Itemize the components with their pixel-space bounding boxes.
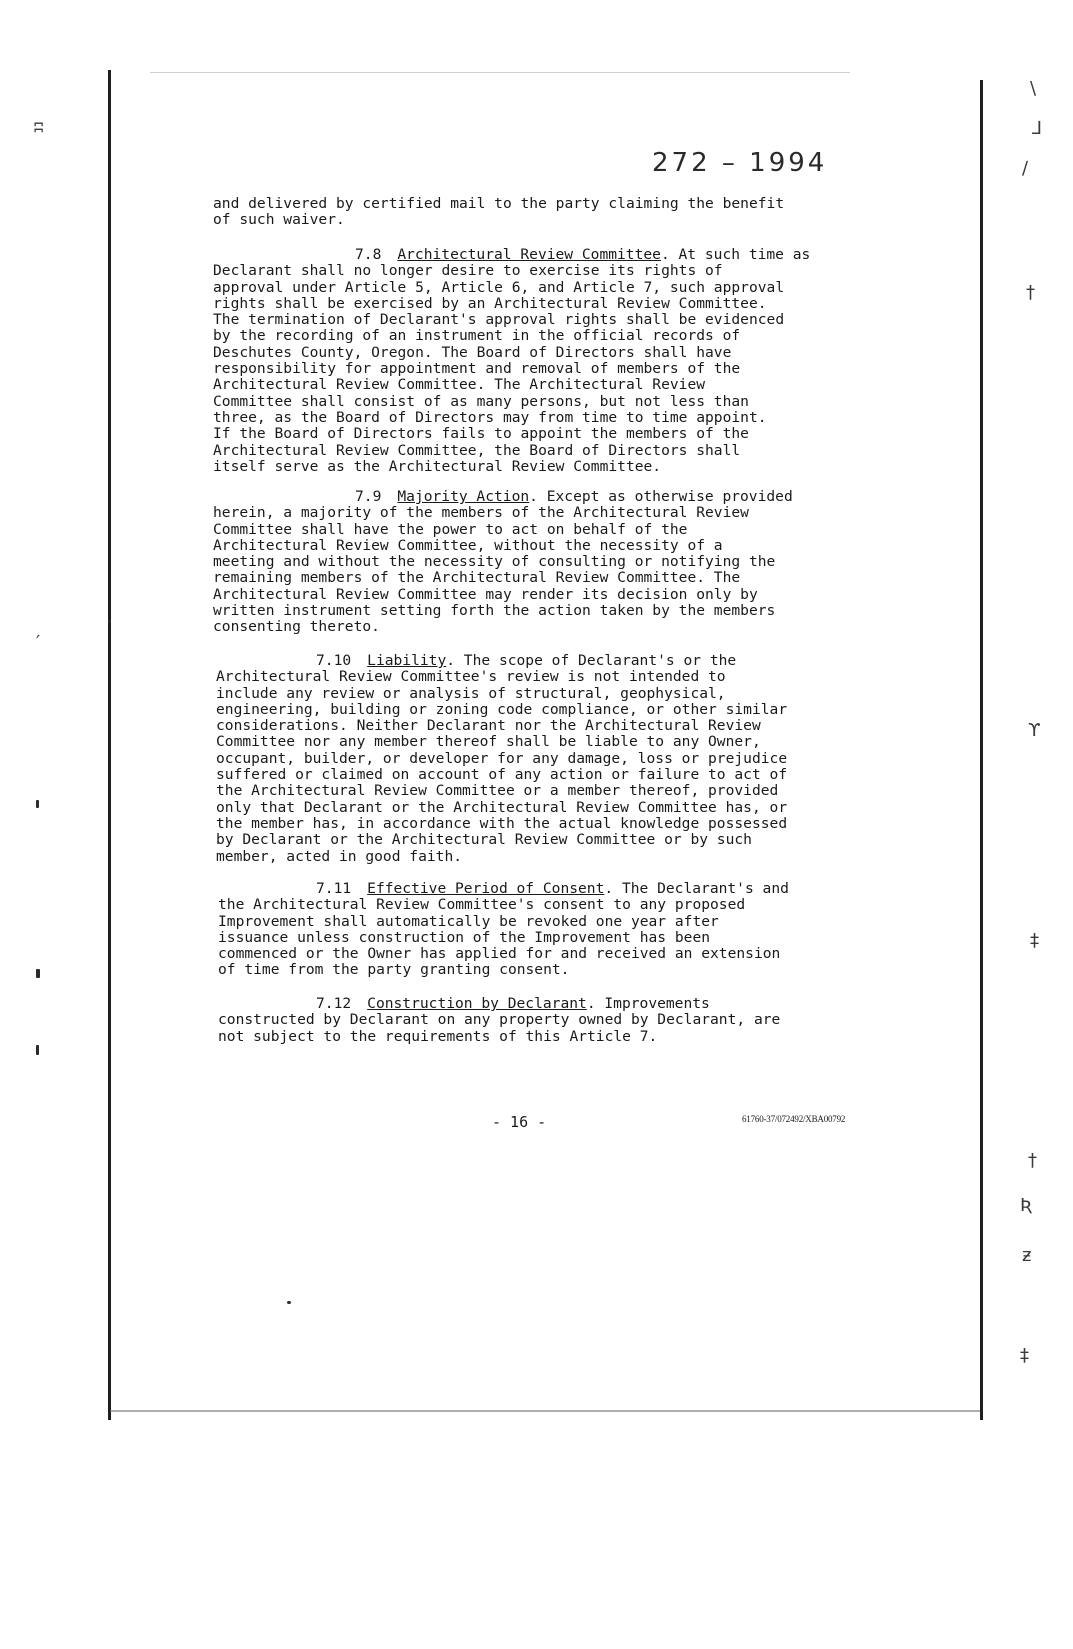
scan-border-left — [108, 70, 111, 1420]
scan-speck — [108, 620, 111, 623]
section-heading: Construction by Declarant — [367, 995, 587, 1012]
section-heading: Architectural Review Committee — [397, 246, 661, 263]
scan-speck — [36, 969, 40, 978]
section-body: . Improvements constructed by Declarant on any property owned by Declarant, are not subject to the requirements of this Article 7. — [218, 995, 781, 1045]
section-7-11 — [218, 881, 858, 979]
scan-artifact: ′ — [36, 632, 41, 653]
section-7-10 — [216, 653, 856, 865]
scan-speck — [36, 800, 39, 808]
scan-artifact: \ — [1030, 78, 1037, 99]
scan-artifact: ‡ — [1030, 930, 1039, 951]
scan-speck — [287, 1301, 291, 1304]
section-number: 7.8 — [355, 246, 382, 263]
section-number: 7.12 — [316, 995, 352, 1012]
scan-border-right — [980, 80, 983, 1420]
recording-stamp: 272 – 1994 — [652, 148, 828, 178]
scan-artifact: † — [1026, 282, 1035, 303]
scan-artifact: ∕ — [1022, 158, 1029, 179]
scan-border-top — [150, 72, 850, 73]
section-body: . The Declarant's and the Architectural Review Committee's consent to any proposed Improvement shall automatically be revoked one year after issuance unless construction of the Improvement has been commenced or the Owner has applied for and received an extension of time from the party granting consent. — [218, 880, 789, 979]
section-number: 7.9 — [355, 488, 382, 505]
scan-artifact: ⅃ — [1032, 118, 1043, 139]
section-number: 7.11 — [316, 880, 352, 897]
scan-artifact: ϒ — [1028, 720, 1041, 741]
section-7-8 — [213, 247, 853, 475]
scan-artifact: ʭ — [34, 118, 44, 139]
section-heading: Effective Period of Consent — [367, 880, 605, 897]
section-7-12 — [218, 996, 858, 1045]
scan-artifact: ƶ — [1022, 1245, 1032, 1266]
section-body: . Except as otherwise provided herein, a majority of the members of the Architectural Review Committee shall have the power to act on behalf of the Architectural Review Committee, without the necessity of a meeting and without the necessity of consulting or notifying the remaining members of the Architectural Review Committee. The Architectural Review Committee may render its decision only by written instrument setting forth the action taken by the members consenting thereto. — [213, 488, 793, 636]
section-heading: Majority Action — [397, 488, 530, 505]
section-number: 7.10 — [316, 652, 352, 669]
document-id: 61760-37/072492/XBA00792 — [742, 1114, 846, 1124]
scan-artifact: Ʀ — [1020, 1195, 1033, 1216]
scan-artifact: ‡ — [1020, 1345, 1029, 1366]
page-number: - 16 - — [492, 1113, 547, 1131]
scan-speck — [36, 1045, 39, 1055]
scan-artifact: † — [1028, 1150, 1037, 1171]
section-heading: Liability — [367, 652, 447, 669]
section-body: . The scope of Declarant's or the Architectural Review Committee's review is not intended to include any review or analysis of structural, geophysical, engineering, building or zoning code compliance, or other similar considerations. Neither Declarant nor the Architectural Review Committee nor any member thereof shall be liable to any Owner, occupant, builder, or developer for any damage, loss or prejudice suffered or claimed on account of any action or failure to act of the Architectural Review Committee or a member thereof, provided only that Declarant or the Architectural Review Committee has, or the member has, in accordance with the actual knowledge possessed by Declarant or the Architectural Review Committee or by such member, acted in good faith. — [216, 652, 788, 865]
section-7-9 — [213, 489, 853, 636]
section-body: . At such time as Declarant shall no longer desire to exercise its rights of approval under Article 5, Article 6, and Article 7, such approval rights shall be exercised by an Architectural Review Committee. The termination of Declarant's approval rights shall be evidenced by the recording of an instrument in the official records of Deschutes County, Oregon. The Board of Directors shall have responsibility for appointment and removal of members of the Architectural Review Committee. The Architectural Review Committee shall consist of as many persons, but not less than three, as the Board of Directors may from time to time appoint. If the Board of Directors fails to appoint the members of the Architectural Review Committee, the Board of Directors shall itself serve as the Architectural Review Committee. — [213, 246, 811, 475]
continuation-text: and delivered by certified mail to the party claiming the benefit of such waiver. — [213, 195, 785, 229]
scan-border-bottom — [110, 1410, 980, 1412]
continuation-paragraph — [213, 196, 853, 229]
